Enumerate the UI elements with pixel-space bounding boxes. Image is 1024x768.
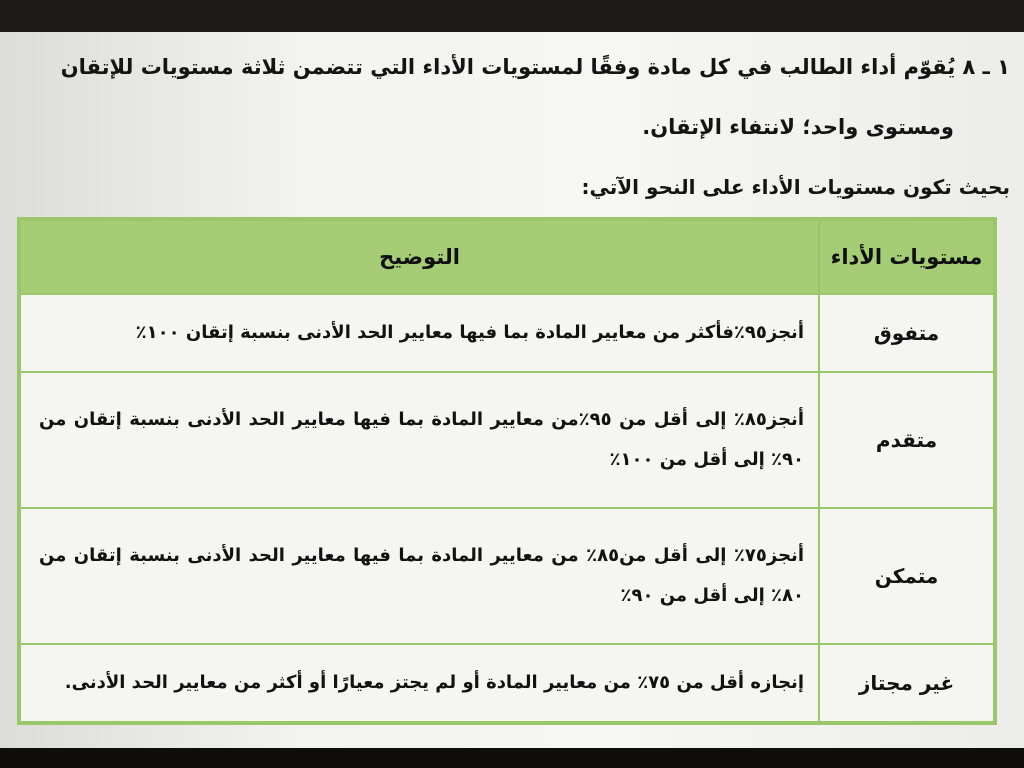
level-cell: متفوق: [819, 294, 994, 372]
intro-line-3: بحيث تكون مستويات الأداء على النحو الآتي:: [581, 175, 1010, 199]
header-level: مستويات الأداء: [819, 220, 994, 294]
performance-levels-table: [17, 217, 997, 725]
table-row: [20, 294, 994, 372]
intro-line-1: ١ ـ ٨ يُقوّم أداء الطالب في كل مادة وفقًا لمستويات الأداء التي تتضمن ثلاثة مستويات للإتقان: [60, 55, 1010, 79]
intro-line-2: ومستوى واحد؛ لانتفاء الإتقان.: [642, 115, 954, 139]
description-cell: أنجز٩٥٪فأكثر من معايير المادة بما فيها معايير الحد الأدنى بنسبة إتقان ١٠٠٪: [20, 294, 819, 372]
description-cell: أنجز٧٥٪ إلى أقل من٨٥٪ من معايير المادة بما فيها معايير الحد الأدنى بنسبة إتقان من ٨٠٪ إلى أقل من ٩٠٪: [20, 508, 819, 644]
table-row: [20, 644, 994, 722]
table-row: [20, 508, 994, 644]
description-cell: أنجز٨٥٪ إلى أقل من ٩٥٪من معايير المادة بما فيها معايير الحد الأدنى بنسبة إتقان من ٩٠٪ إلى أقل من ١٠٠٪: [20, 372, 819, 508]
level-cell: غير مجتاز: [819, 644, 994, 722]
table-header-row: [20, 220, 994, 294]
document-page: [0, 32, 1024, 748]
description-cell: إنجازه أقل من ٧٥٪ من معايير المادة أو لم يجتز معيارًا أو أكثر من معايير الحد الأدنى.: [20, 644, 819, 722]
level-cell: متقدم: [819, 372, 994, 508]
table-row: [20, 372, 994, 508]
header-explanation: التوضيح: [20, 220, 819, 294]
level-cell: متمكن: [819, 508, 994, 644]
